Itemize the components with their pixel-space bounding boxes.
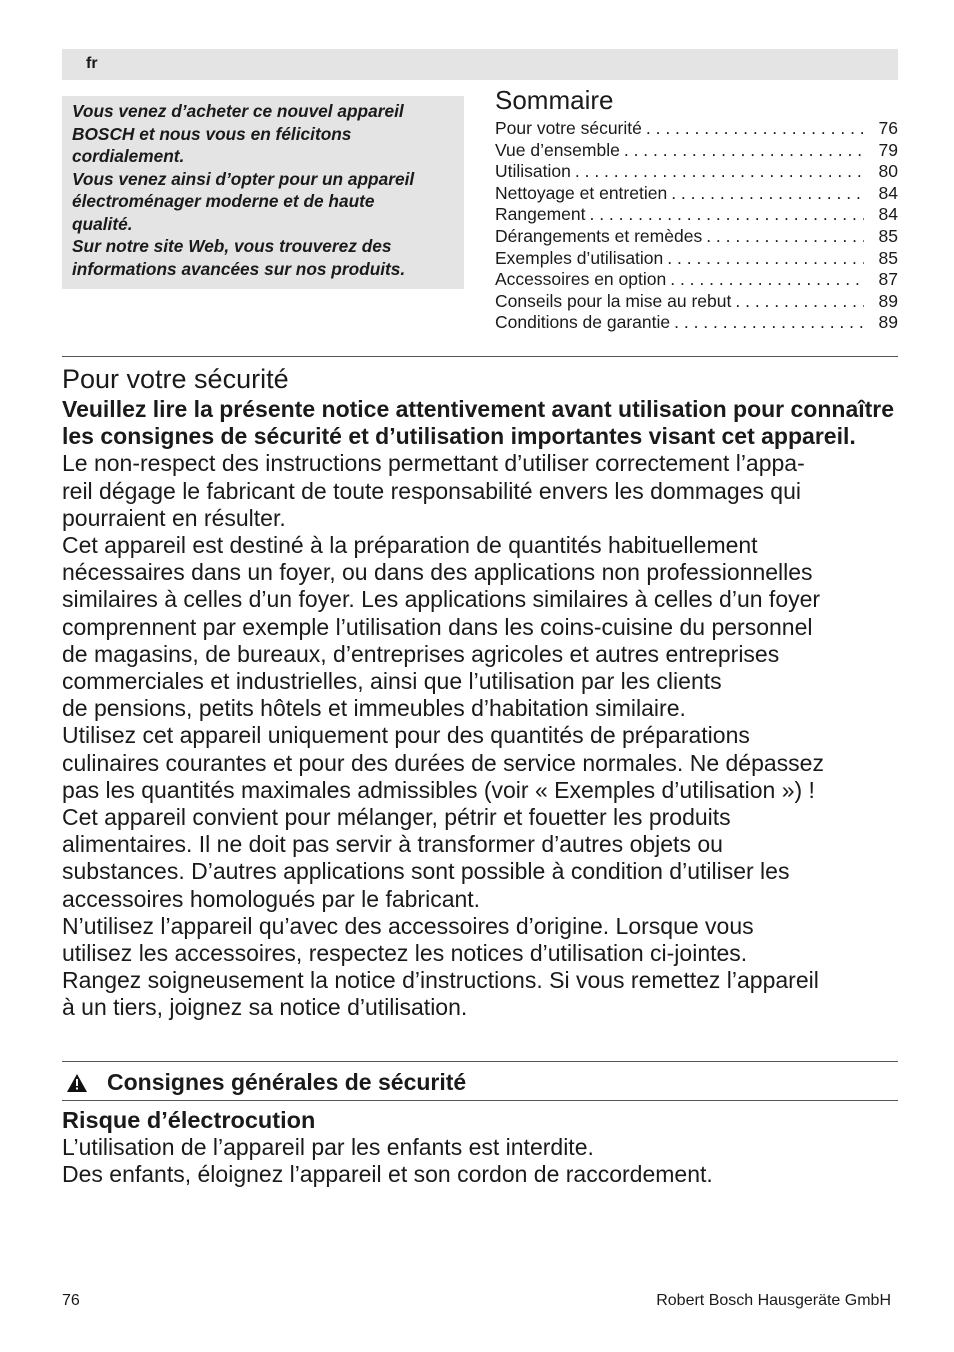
toc-entry-label: Nettoyage et entretien: [495, 182, 668, 203]
toc-entry-page: 80: [878, 161, 898, 182]
toc-entry[interactable]: [495, 226, 898, 248]
body-line: de pensions, petits hôtels et immeubles d’habitation similaire.: [62, 695, 686, 722]
toc-entry-label: Rangement: [495, 204, 586, 225]
risk-title: Risque d’électrocution: [62, 1107, 316, 1133]
toc-entry-label: Dérangements et remèdes: [495, 225, 703, 246]
body-line: Le non-respect des instructions permettant d’utiliser correctement l’appa-: [62, 450, 805, 477]
toc-entry[interactable]: [495, 269, 898, 291]
warning-triangle-icon: [66, 1073, 88, 1093]
toc-entry-page: 76: [878, 118, 898, 138]
toc-entry-label: Accessoires en option: [495, 269, 667, 290]
general-safety-title: Consignes générales de sécurité: [107, 1069, 467, 1095]
risk-section: [62, 1107, 898, 1188]
table-of-contents: [495, 84, 898, 334]
page-number: 76: [62, 1292, 80, 1309]
toc-entry[interactable]: [495, 248, 898, 270]
body-line: N’utilisez l’appareil qu’avec des accessoires d’origine. Lorsque vous: [62, 912, 754, 939]
toc-leader-dots: [646, 118, 864, 140]
toc-leader-dots: [670, 269, 864, 291]
toc-entry-page: 84: [878, 182, 898, 203]
body-line: pourraient en résulter.: [62, 504, 286, 531]
toc-entry[interactable]: [495, 140, 898, 162]
toc-list: [495, 118, 898, 334]
toc-leader-dots: [674, 312, 864, 334]
body-line: Cet appareil est destiné à la préparation de quantités habituellement: [62, 532, 758, 559]
body-line: à un tiers, joignez sa notice d’utilisation.: [62, 994, 468, 1021]
body-line: culinaires courantes et pour des durées de service normales. Ne dépassez: [62, 749, 824, 776]
safety-title: Pour votre sécurité: [62, 364, 289, 394]
intro-line: informations avancées sur nos produits.: [72, 258, 406, 279]
intro-line: Vous venez ainsi d’opter pour un appareil: [72, 168, 415, 189]
toc-entry[interactable]: [495, 161, 898, 183]
toc-leader-dots: [589, 204, 864, 226]
intro-box: [62, 96, 464, 289]
body-line: comprennent par exemple l’utilisation dans les coins-cuisine du personnel: [62, 613, 813, 640]
toc-title: Sommaire: [495, 85, 614, 115]
section-divider: [62, 1061, 898, 1062]
body-line: Cet appareil convient pour mélanger, pétrir et fouetter les produits: [62, 804, 731, 831]
toc-leader-dots: [671, 183, 864, 205]
general-safety-heading: [62, 1066, 898, 1098]
body-line: alimentaires. Il ne doit pas servir à transformer d’autres objets ou: [62, 831, 723, 858]
body-line: substances. D’autres applications sont possible à condition d’utiliser les: [62, 858, 790, 885]
language-bar: [62, 49, 898, 80]
body-line: Des enfants, éloignez l’appareil et son cordon de raccordement.: [62, 1161, 713, 1188]
toc-entry-label: Pour votre sécurité: [495, 118, 642, 138]
intro-line: cordialement.: [72, 146, 185, 166]
language-label: fr: [86, 55, 98, 72]
intro-line: Vous venez d’acheter ce nouvel appareil: [72, 101, 404, 121]
body-line: similaires à celles d’un foyer. Les applications similaires à celles d’un foyer: [62, 586, 821, 613]
body-line: nécessaires dans un foyer, ou dans des applications non professionnelles: [62, 559, 813, 586]
safety-lead: Veuillez lire la présente notice attentivement avant utilisation pour connaître les consignes de sécurité et d’utilisation importantes visant cet appareil.: [62, 396, 895, 450]
toc-entry-page: 85: [878, 247, 898, 268]
body-line: Rangez soigneusement la notice d’instructions. Si vous remettez l’appareil: [62, 967, 819, 994]
body-line: accessoires homologués par le fabricant.: [62, 885, 481, 912]
intro-line: Sur notre site Web, vous trouverez des: [72, 236, 392, 256]
toc-entry[interactable]: [495, 118, 898, 140]
toc-entry-label: Conditions de garantie: [495, 312, 671, 333]
toc-entry-page: 89: [878, 290, 898, 311]
toc-leader-dots: [624, 140, 864, 162]
body-line: pas les quantités maximales admissibles (voir « Exemples d’utilisation ») !: [62, 776, 815, 803]
body-line: Utilisez cet appareil uniquement pour des quantités de préparations: [62, 722, 750, 749]
toc-entry-label: Vue d’ensemble: [495, 139, 620, 160]
toc-entry-page: 79: [878, 139, 898, 160]
section-divider: [62, 356, 898, 357]
safety-section: [62, 362, 898, 1022]
body-line: commerciales et industrielles, ainsi que l’utilisation par les clients: [62, 668, 722, 695]
body-line: reil dégage le fabricant de toute responsabilité envers les dommages qui: [62, 477, 801, 504]
toc-entry[interactable]: [495, 291, 898, 313]
body-line: de magasins, de bureaux, d’entreprises agricoles et autres entreprises: [62, 640, 780, 667]
toc-leader-dots: [735, 291, 864, 313]
toc-entry-page: 87: [878, 269, 898, 290]
toc-entry[interactable]: [495, 183, 898, 205]
section-divider: [62, 1100, 898, 1101]
toc-entry-page: 84: [878, 204, 898, 225]
intro-line: électroménager moderne et de haute: [72, 191, 375, 211]
toc-entry-page: 89: [878, 312, 898, 333]
toc-leader-dots: [706, 226, 864, 248]
body-line: L’utilisation de l’appareil par les enfants est interdite.: [62, 1134, 594, 1160]
toc-entry-label: Exemples d’utilisation: [495, 247, 664, 268]
intro-line: qualité.: [72, 213, 133, 234]
toc-leader-dots: [575, 161, 864, 183]
toc-entry-label: Utilisation: [495, 161, 571, 182]
toc-entry-label: Conseils pour la mise au rebut: [495, 290, 732, 311]
company-name: Robert Bosch Hausgeräte GmbH: [656, 1292, 891, 1309]
body-line: utilisez les accessoires, respectez les notices d’utilisation ci-jointes.: [62, 940, 748, 967]
toc-entry[interactable]: [495, 204, 898, 226]
toc-entry[interactable]: [495, 312, 898, 334]
intro-line: BOSCH et nous vous en félicitons: [72, 123, 352, 144]
toc-leader-dots: [667, 248, 864, 270]
toc-entry-page: 85: [878, 225, 898, 246]
